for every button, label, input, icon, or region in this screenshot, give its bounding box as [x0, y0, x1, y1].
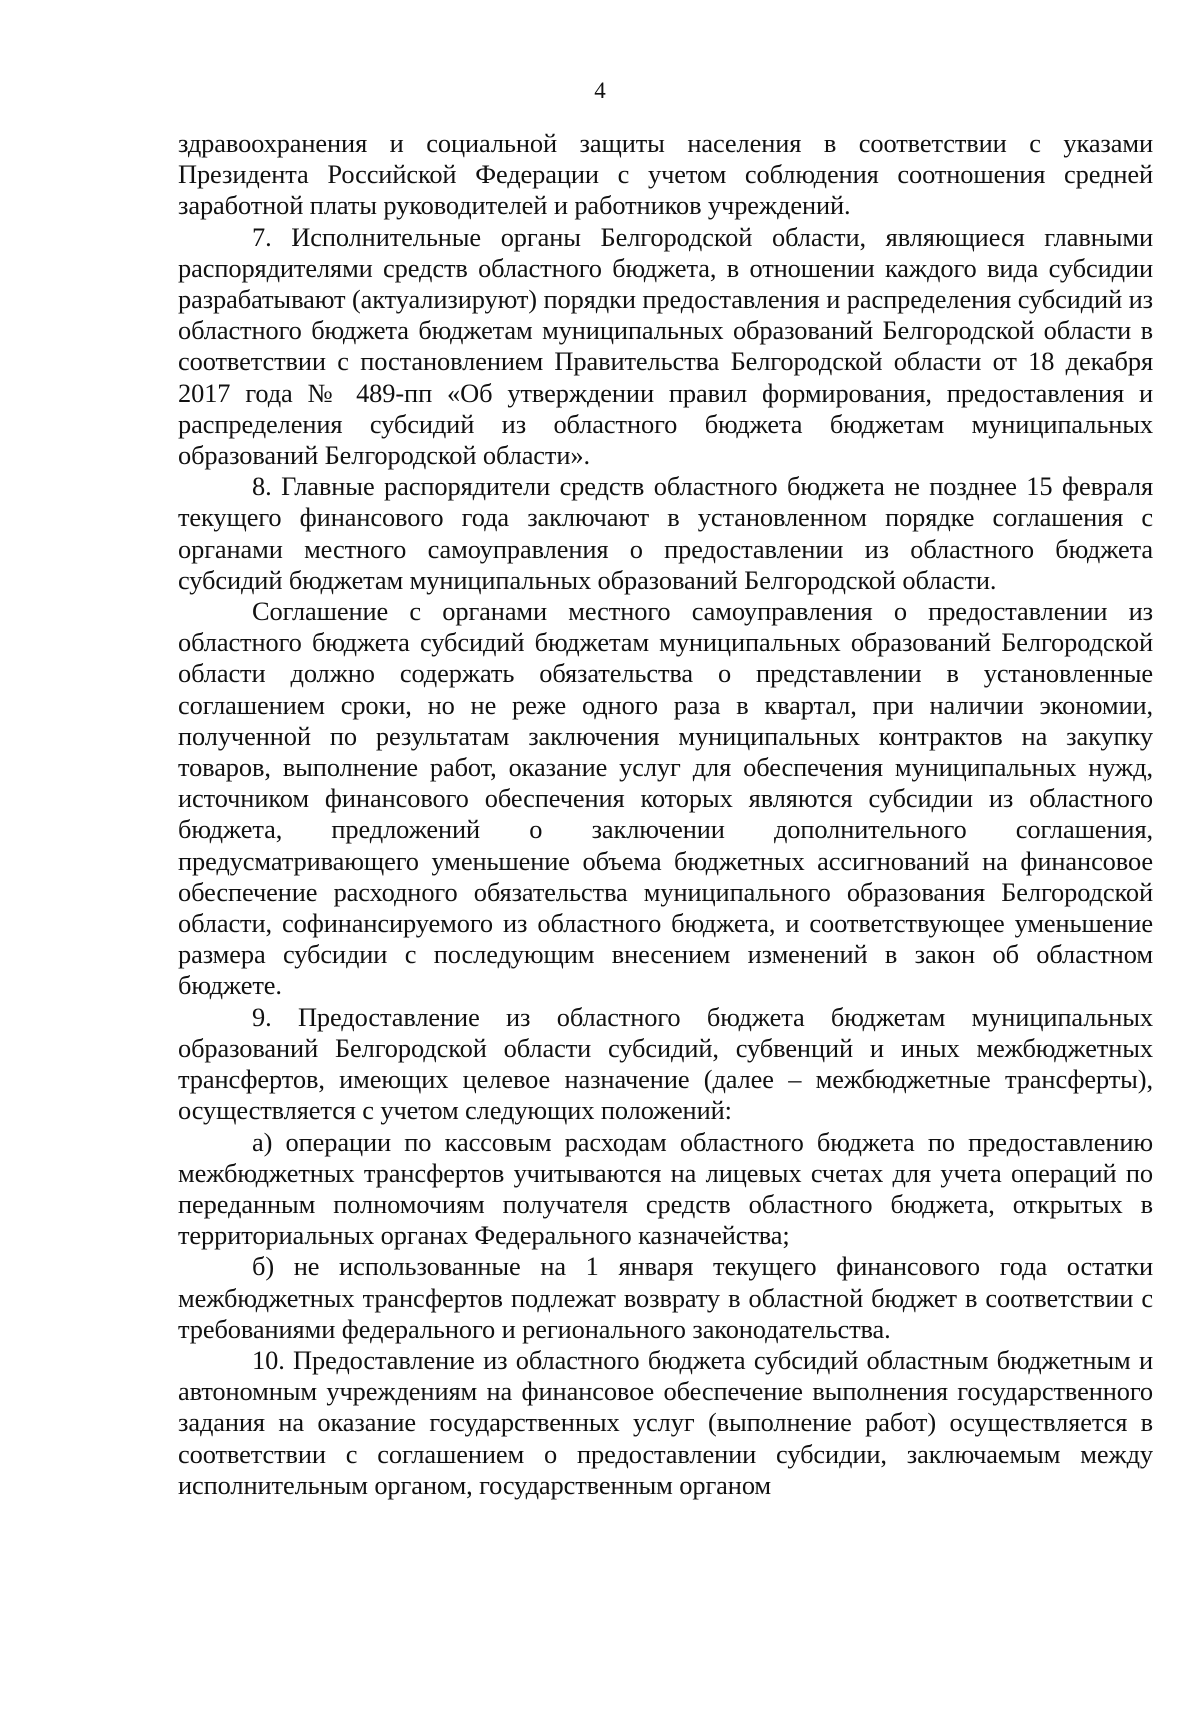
paragraph: здравоохранения и социальной защиты населения в соответствии с указами Президента Российской Федерации с учетом соблюдения соотношения средней заработной платы руководителей и работников учреждений. — [178, 128, 1153, 221]
paragraph-item-8: 8. Главные распорядители средств областного бюджета не позднее 15 февраля текущего финансового года заключают в установленном порядке соглашения с органами местного самоуправления о предоставлении из областного бюджета субсидий бюджетам муниципальных образований Белгородской области. — [178, 471, 1153, 595]
paragraph-item-9: 9. Предоставление из областного бюджета бюджетам муниципальных образований Белгородской области субсидий, субвенций и иных межбюджетных трансфертов, имеющих целевое назначение (далее – межбюджетные трансферты), осуществляется с учетом следующих положений: — [178, 1001, 1153, 1126]
page-number: 4 — [594, 78, 606, 103]
paragraph-agreement: Соглашение с органами местного самоуправления о предоставлении из областного бюджета субсидий бюджетам муниципальных образований Белгородской области должно содержать обязательства о представлении в установленные соглашением сроки, но не реже одного раза в квартал, при наличии экономии, полученной по результатам заключения муниципальных контрактов на закупку товаров, выполнение работ, оказание услуг для обеспечения муниципальных нужд, источником финансового обеспечения которых являются субсидии из областного бюджета, предложений о заключении дополнительного соглашения, предусматривающего уменьшение объема бюджетных ассигнований на финансовое обеспечение расходного обязательства муниципального образования Белгородской области, софинансируемого из областного бюджета, и соответствующее уменьшение размера субсидии с последующим внесением изменений в закон об областном бюджете. — [178, 596, 1153, 1001]
paragraph-item-10: 10. Предоставление из областного бюджета субсидий областным бюджетным и автономным учреждениям на финансовое обеспечение выполнения государственного задания на оказание государственных услуг (выполнение работ) осуществляется в соответствии с соглашением о предоставлении субсидии, заключаемым между исполнительным органом, государственным органом — [178, 1344, 1153, 1500]
document-body — [178, 128, 1153, 1501]
paragraph-item-9b: б) не использованные на 1 января текущего финансового года остатки межбюджетных трансфертов подлежат возврату в областной бюджет в соответствии с требованиями федерального и регионального законодательства. — [178, 1251, 1153, 1344]
paragraph-item-9a: а) операции по кассовым расходам областного бюджета по предоставлению межбюджетных трансфертов учитываются на лицевых счетах для учета операций по переданным полномочиям получателя средств областного бюджета, открытых в территориальных органах Федерального казначейства; — [178, 1126, 1153, 1251]
paragraph-item-7: 7. Исполнительные органы Белгородской области, являющиеся главными распорядителями средств областного бюджета, в отношении каждого вида субсидии разрабатывают (актуализируют) порядки предоставления и распределения субсидий из областного бюджета бюджетам муниципальных образований Белгородской области в соответствии с постановлением Правительства Белгородской области от 18 декабря 2017 года № 489-пп «Об утверждении правил формирования, предоставления и распределения субсидий из областного бюджета бюджетам муниципальных образований Белгородской области». — [178, 221, 1153, 471]
